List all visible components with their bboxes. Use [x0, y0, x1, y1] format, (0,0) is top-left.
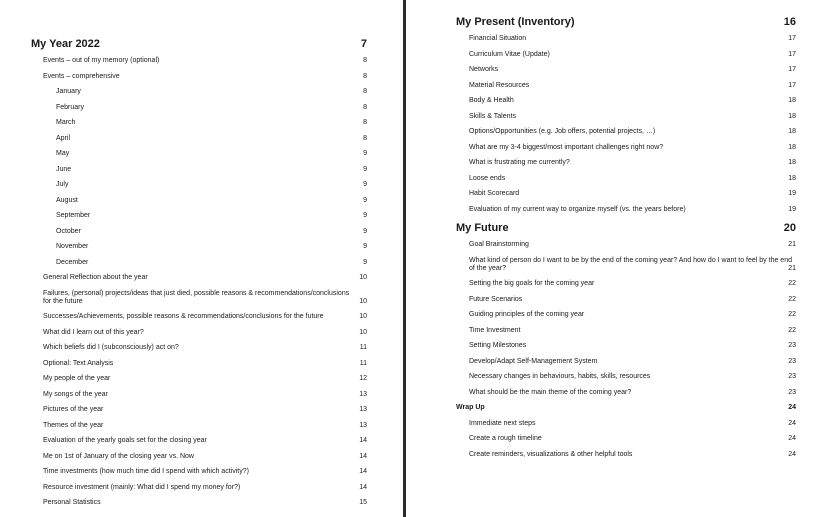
- toc-entry-page-number: 11: [359, 359, 367, 367]
- toc-entry-label: Loose ends: [469, 174, 506, 182]
- toc-entry-page-number: 9: [363, 212, 367, 219]
- toc-entry-label: March: [56, 119, 76, 126]
- toc-entry-page-number: 22: [788, 311, 796, 318]
- toc-entry-page-number: 17: [788, 66, 796, 73]
- toc-entry-page-number: 17: [788, 35, 796, 42]
- toc-entry-page-number: 14: [359, 437, 367, 444]
- toc-entry-label: Resource investment (mainly: What did I spend my money for?): [43, 483, 241, 491]
- toc-entry-label: Future Scenarios: [469, 295, 523, 303]
- toc-entry-label: Networks: [469, 66, 499, 73]
- toc-entry-label: April: [56, 134, 71, 142]
- toc-entry-label: Setting Milestones: [469, 342, 527, 349]
- toc-entry-label: October: [56, 227, 81, 235]
- toc-entry-label: What did I learn out of this year?: [43, 328, 144, 336]
- section-heading-0-page-number: 16: [783, 16, 796, 28]
- toc-entry-page-number: 8: [363, 88, 367, 95]
- toc-entry-page-number: 9: [363, 181, 367, 188]
- toc-entry-label: Develop/Adapt Self-Management System: [469, 357, 598, 365]
- toc-entry-label: Pictures of the year: [43, 406, 104, 413]
- toc-entry-page-number: 10: [359, 297, 367, 305]
- toc-entry-page-number: 15: [359, 499, 367, 506]
- section-heading-2-page-number: 24: [788, 404, 796, 411]
- toc-entry-page-number: 9: [363, 227, 367, 235]
- toc-entry-label: Time Investment: [469, 326, 521, 334]
- toc-entry-page-number: 8: [363, 57, 367, 64]
- toc-entry-label: What should be the main theme of the coming year?: [469, 388, 632, 396]
- toc-entry-page-number: 23: [788, 357, 796, 365]
- toc-entry-page-number: 22: [788, 280, 796, 287]
- toc-entry-page-number: 21: [788, 264, 796, 272]
- toc-entry-page-number: 14: [359, 452, 367, 460]
- toc-entry-label: January: [56, 88, 81, 95]
- toc-entry-page-number: 24: [788, 450, 796, 458]
- toc-entry-label: November: [56, 243, 89, 250]
- toc-entry-page-number: 13: [359, 406, 367, 413]
- toc-entry-page-number: 23: [788, 373, 796, 380]
- toc-right-page: [406, 0, 820, 517]
- toc-entry-label: Financial Situation: [469, 35, 527, 42]
- section-heading-my-year-label: My Year 2022: [31, 38, 100, 50]
- toc-entry-label: Evaluation of the yearly goals set for the closing year: [43, 437, 207, 444]
- toc-entry-label: Material Resources: [469, 81, 530, 89]
- toc-entry-page-number: 10: [359, 328, 367, 336]
- toc-entry-page-number: 23: [788, 388, 796, 396]
- toc-entry-page-number: 8: [363, 134, 367, 142]
- toc-entry-page-number: 13: [359, 390, 367, 398]
- toc-entry-label: August: [56, 196, 78, 204]
- toc-entry-label: Failures, (personal) projects/ideas that just died, possible reasons & recommendations/conclusions for the future: [43, 289, 350, 305]
- toc-entry-label: Guiding principles of the coming year: [469, 311, 585, 318]
- toc-entry-page-number: 24: [788, 419, 796, 427]
- toc-entry-page-number: 18: [788, 112, 796, 120]
- toc-entry-page-number: 22: [788, 295, 796, 303]
- toc-entry-page-number: 19: [788, 205, 796, 213]
- section-heading-2-label: Wrap Up: [456, 404, 485, 411]
- toc-entry-page-number: 9: [363, 243, 367, 250]
- toc-entry-page-number: 13: [359, 421, 367, 429]
- toc-entry-label: My people of the year: [43, 375, 111, 382]
- toc-entry-page-number: 10: [359, 274, 367, 281]
- toc-entry-page-number: 11: [359, 344, 367, 351]
- toc-entry-label: What kind of person do I want to be by the end of the coming year? And how do I want to feel by the end of the year?: [469, 256, 792, 272]
- toc-entry-label: Which beliefs did I (subconsciously) act on?: [43, 344, 179, 351]
- toc-entry-label: My songs of the year: [43, 390, 108, 398]
- toc-entry-label: What are my 3-4 biggest/most important challenges right now?: [469, 143, 664, 151]
- toc-entry-page-number: 10: [359, 313, 367, 320]
- toc-entry-page-number: 19: [788, 190, 796, 197]
- toc-entry-page-number: 18: [788, 159, 796, 166]
- toc-entry-page-number: 18: [788, 128, 796, 135]
- toc-entry-page-number: 12: [359, 375, 367, 382]
- toc-entry-label: May: [56, 150, 70, 157]
- toc-entry-label: Skills & Talents: [469, 112, 516, 120]
- toc-entry-label: June: [56, 165, 72, 173]
- toc-entry-label: Setting the big goals for the coming year: [469, 280, 595, 287]
- toc-entry-page-number: 9: [363, 196, 367, 204]
- toc-entry-page-number: 9: [363, 258, 367, 266]
- section-heading-my-year-page-number: 7: [360, 38, 367, 50]
- toc-entry-label: Successes/Achievements, possible reasons & recommendations/conclusions for the future: [43, 313, 324, 320]
- toc-entry-label: Themes of the year: [43, 421, 104, 429]
- toc-entry-label: July: [56, 181, 69, 188]
- toc-entry-label: General Reflection about the year: [43, 274, 148, 281]
- toc-entry-label: Me on 1st of January of the closing year vs. Now: [43, 452, 194, 460]
- toc-entry-label: Create a rough timeline: [469, 435, 542, 442]
- toc-entry-page-number: 21: [788, 241, 796, 248]
- toc-entry-label: What is frustrating me currently?: [469, 159, 570, 166]
- toc-entry-page-number: 17: [788, 81, 796, 89]
- toc-entry-page-number: 17: [788, 50, 796, 58]
- toc-entry-label: Goal Brainstorming: [469, 241, 529, 248]
- toc-left-page: [0, 0, 403, 517]
- toc-entry-label: Events – out of my memory (optional): [43, 57, 160, 64]
- toc-entry-page-number: 9: [363, 150, 367, 157]
- toc-entry-page-number: 23: [788, 342, 796, 349]
- toc-entry-label: Optional: Text Analysis: [43, 359, 114, 367]
- toc-entry-label: Time investments (how much time did I spend with which activity?): [43, 468, 249, 475]
- toc-entry-page-number: 22: [788, 326, 796, 334]
- toc-entry-page-number: 18: [788, 97, 796, 104]
- toc-entry-label: Immediate next steps: [469, 419, 536, 427]
- toc-entry-page-number: 18: [788, 143, 796, 151]
- toc-entry-page-number: 8: [363, 119, 367, 126]
- toc-entry-page-number: 24: [788, 435, 796, 442]
- toc-entry-page-number: 14: [359, 468, 367, 475]
- toc-entry-page-number: 18: [788, 174, 796, 182]
- section-heading-1-page-number: 20: [783, 222, 796, 234]
- toc-entry-page-number: 14: [359, 483, 367, 491]
- toc-entry-label: Curriculum Vitae (Update): [469, 50, 550, 58]
- toc-entry-label: December: [56, 258, 89, 266]
- toc-entry-page-number: 8: [363, 103, 367, 111]
- toc-entry-label: Body & Health: [469, 97, 514, 104]
- toc-entry-label: Create reminders, visualizations & other helpful tools: [469, 450, 633, 458]
- toc-entry-label: September: [56, 212, 91, 219]
- toc-entry-label: Events – comprehensive: [43, 72, 120, 80]
- section-heading-1-label: My Future: [456, 222, 509, 234]
- toc-entry-page-number: 8: [363, 72, 367, 80]
- toc-entry-label: Necessary changes in behaviours, habits, skills, resources: [469, 373, 651, 380]
- toc-entry-page-number: 9: [363, 165, 367, 173]
- toc-entry-label: Personal Statistics: [43, 499, 101, 506]
- toc-entry-label: Habit Scorecard: [469, 190, 520, 197]
- toc-entry-label: Evaluation of my current way to organize myself (vs. the years before): [469, 205, 686, 213]
- toc-entry-label: Options/Opportunities (e.g. Job offers, potential projects, …): [469, 128, 656, 135]
- section-heading-0-label: My Present (Inventory): [456, 16, 575, 28]
- toc-entry-label: February: [56, 103, 85, 111]
